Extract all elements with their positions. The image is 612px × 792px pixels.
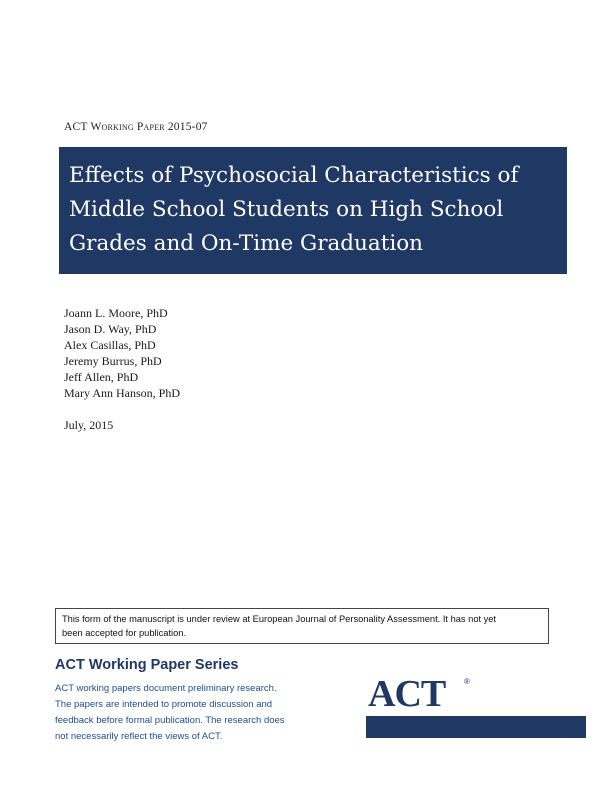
series-heading: ACT Working Paper Series <box>55 657 239 673</box>
author: Jeremy Burrus, PhD <box>64 354 162 368</box>
act-logo <box>368 672 472 712</box>
description-line: The papers are intended to promote discussion and <box>55 699 273 710</box>
act-logo-text: ACT <box>368 673 446 712</box>
publication-date: July, 2015 <box>64 418 114 432</box>
registered-mark-icon: ® <box>464 677 470 686</box>
description-line: feedback before formal publication. The research does <box>55 715 285 726</box>
author-list <box>64 305 180 401</box>
notice-line: This form of the manuscript is under review at European Journal of Personality Assessment. It has not yet <box>62 614 497 624</box>
working-paper-label <box>64 121 208 133</box>
series-prefix: ACT <box>64 121 88 133</box>
title-banner <box>59 147 567 274</box>
author: Alex Casillas, PhD <box>64 338 156 352</box>
description-line: ACT working papers document preliminary research. <box>55 683 277 694</box>
notice-line: been accepted for publication. <box>62 628 187 638</box>
description-line: not necessarily reflect the views of ACT. <box>55 731 223 742</box>
author: Joann L. Moore, PhD <box>64 306 168 320</box>
author: Mary Ann Hanson, PhD <box>64 386 180 400</box>
paper-title <box>69 159 559 261</box>
author: Jeff Allen, PhD <box>64 370 139 384</box>
title-line: Middle School Students on High School <box>69 197 504 222</box>
series-description <box>55 681 315 745</box>
title-line: Grades and On-Time Graduation <box>69 231 424 256</box>
review-notice-box <box>55 608 549 644</box>
series-smallcaps: Working Paper <box>90 121 165 133</box>
author: Jason D. Way, PhD <box>64 322 157 336</box>
series-number: 2015-07 <box>167 121 208 133</box>
title-line: Effects of Psychosocial Characteristics of <box>69 163 519 188</box>
logo-underline-bar <box>366 716 586 738</box>
